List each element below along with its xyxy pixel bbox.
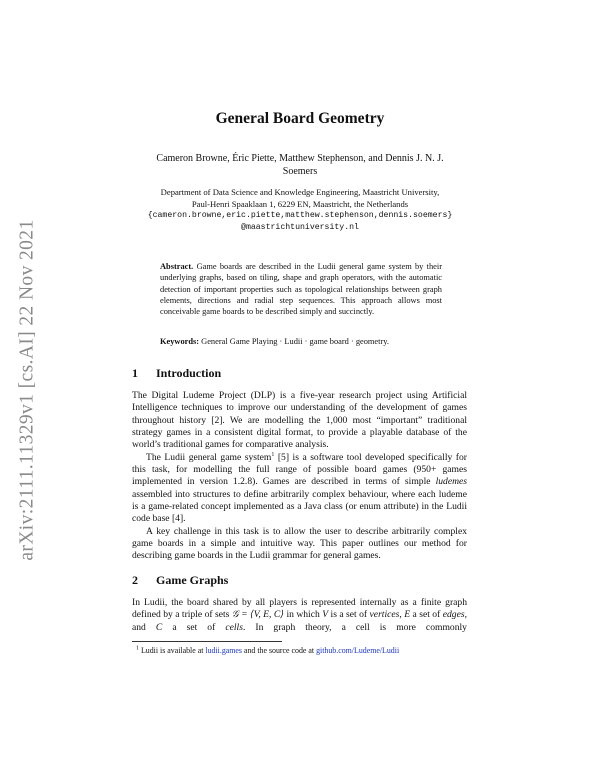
game-graphs-body — [132, 597, 467, 634]
footnote-ref: 1 — [271, 451, 275, 458]
text-run: , and — [132, 609, 467, 633]
introduction-body — [132, 390, 467, 563]
affiliation-address: Paul-Henri Spaaklaan 1, 6229 EN, Maastricht, the Netherlands — [191, 198, 409, 209]
text-run: in which — [284, 609, 323, 621]
keywords — [160, 336, 442, 347]
emphasis: cells — [225, 621, 243, 633]
emphasis: vertices — [369, 609, 400, 621]
math: C — [155, 621, 163, 633]
text-run: a set of — [162, 621, 226, 633]
email-list: {cameron.browne,eric.piette,matthew.stephenson,dennis.soemers} — [147, 211, 453, 221]
section-number: 1 — [132, 366, 138, 380]
paragraph: A key challenge in this task is to allow the user to describe arbitrarily complex game boards in a simple and intuitive way. This paper outlines our method for describing game boards in the Ludii grammar for general games. — [132, 525, 467, 562]
paragraph — [132, 597, 467, 634]
math: E — [404, 609, 411, 621]
abstract — [160, 261, 442, 317]
section-heading-game-graphs — [132, 573, 228, 588]
text-run: assembled into structures to define arbitrarily complex behaviour, where each ludeme is a game-related concept implemented as a Java class (or enum attribute) in the Ludii code base [4]. — [132, 488, 467, 525]
footnote-rule — [132, 641, 282, 642]
keywords-label: Keywords: — [160, 337, 200, 346]
arxiv-stamp-text: arXiv:2111.11329v1 [cs.AI] 22 Nov 2021 — [17, 219, 38, 561]
email-domain: @maastrichtuniversity.nl — [241, 222, 359, 232]
math: 𝒢 = ⟨V, E, C⟩ — [231, 609, 285, 621]
paragraph — [132, 452, 467, 526]
paragraph: The Digital Ludeme Project (DLP) is a five-year research project using Artificial Intelligence techniques to improve our understanding of the development of games throughout history [2]. We are modelling the 1,000 most “important” traditional strategy games in a consistent digital format, to provide a playable database of the world’s traditional games for comparative analysis. — [132, 390, 467, 451]
text-run: is a set of — [328, 609, 370, 621]
ludii-games-link[interactable]: ludii.games — [205, 646, 243, 655]
emphasis: ludemes — [435, 476, 467, 488]
text-run: Ludii is available at — [139, 646, 206, 655]
author-list: Cameron Browne, Éric Piette, Matthew Stephenson, and Dennis J. N. J. Soemers — [156, 153, 444, 177]
text-run: [5] is a software tool developed specifically for this task, for modelling the full range of possible board games (950+ games implemented in version 1.2.8). Games are described in terms of simple — [132, 451, 467, 488]
arxiv-stamp — [8, 205, 48, 575]
text-run: and the source code at — [242, 646, 317, 655]
text-run: In Ludii, the board shared by all players is represented internally as a finite graph defined by a triple of sets — [132, 597, 467, 621]
section-heading-introduction — [132, 366, 221, 381]
footnote — [136, 646, 471, 656]
abstract-label: Abstract. — [160, 262, 194, 271]
section-title: Game Graphs — [156, 573, 229, 587]
text-run: a set of — [410, 609, 443, 621]
affiliation-line: Department of Data Science and Knowledge Engineering, Maastricht University, — [160, 187, 440, 197]
affiliation — [130, 187, 470, 233]
section-number: 2 — [132, 573, 138, 587]
text-run: The Ludii general game system — [146, 451, 272, 463]
keywords-text: General Game Playing · Ludii · game board · geometry. — [201, 337, 389, 346]
text-run: . In graph theory, a cell is more commonly — [242, 621, 467, 633]
text-run: , — [399, 609, 405, 621]
footnote-mark: 1 — [136, 645, 139, 652]
math: V — [322, 609, 329, 621]
github-link[interactable]: github.com/Ludeme/Ludii — [316, 646, 400, 655]
emphasis: edges — [442, 609, 465, 621]
section-title: Introduction — [156, 366, 222, 380]
abstract-text: Game boards are described in the Ludii general game system by their underlying graphs, based on tiling, shape and graph operators, with the automatic detection of important properties such as topological relationships between graph elements, directions and radial step sequences. This approach allows most conceivable game boards to be described simply and succinctly. — [160, 262, 443, 317]
paper-title: General Board Geometry — [215, 110, 385, 127]
